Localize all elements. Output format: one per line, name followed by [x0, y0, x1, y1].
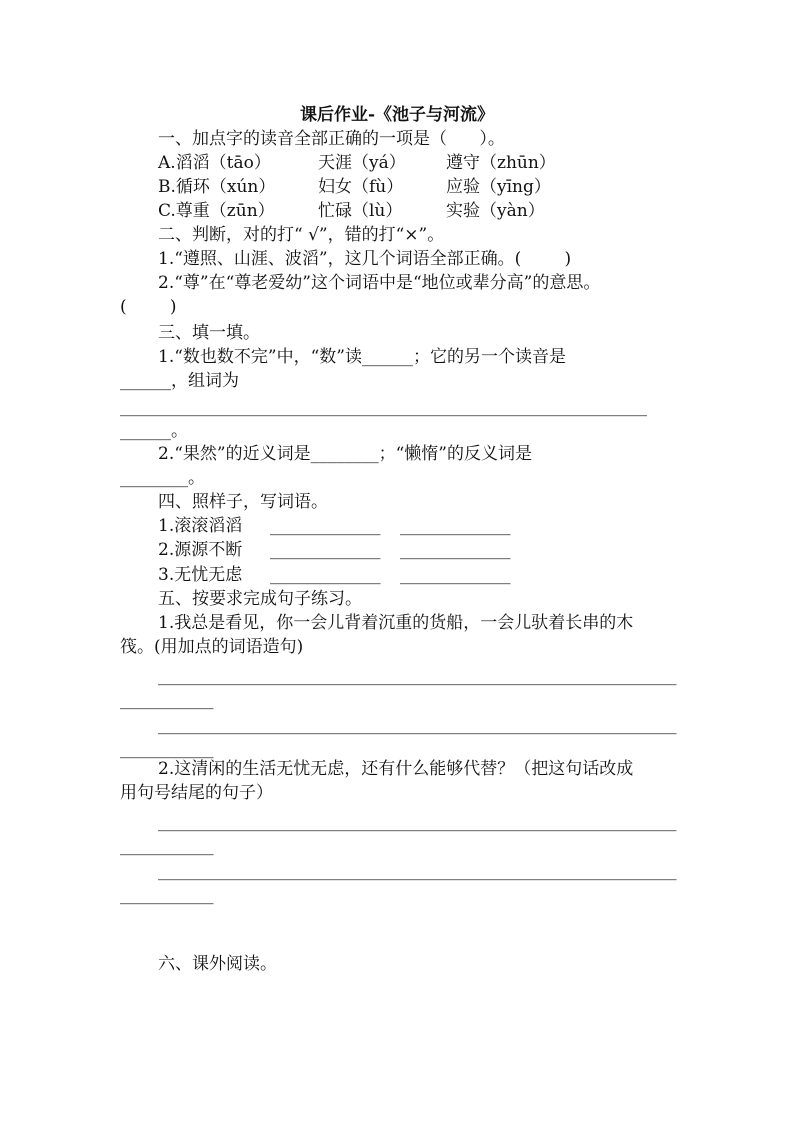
fill-question-2-line-2: ________。	[120, 468, 205, 488]
option-b-word-2: 妇女（fù）	[318, 177, 404, 197]
sentence-question-2-answer-1-end: ___________	[120, 836, 214, 856]
option-a-word-2: 天涯（yá）	[318, 153, 406, 173]
word-pattern-2-label: 2.源源不断	[158, 540, 243, 560]
sentence-question-2-answer-2-end: ___________	[120, 885, 214, 905]
word-pattern-1-blank-2: _____________	[400, 516, 511, 536]
option-c-word-3: 实验（yàn）	[446, 201, 545, 221]
word-pattern-1-label: 1.滚滚滔滔	[158, 516, 243, 536]
sentence-question-2-line-1: 2.这清闲的生活无忧无虑，还有什么能够代替？（把这句话改成	[158, 759, 634, 779]
word-pattern-3-label: 3.无忧无虑	[158, 565, 243, 585]
option-a-word-3: 遵守（zhūn）	[446, 153, 556, 173]
option-b-word-1: B.循环（xún）	[158, 177, 276, 197]
option-c-word-1: C.尊重（zūn）	[158, 201, 275, 221]
option-b-word-3: 应验（yīng）	[446, 177, 551, 197]
option-c-word-2: 忙碌（lù）	[318, 201, 403, 221]
section-3-heading: 三、填一填。	[158, 323, 260, 343]
word-pattern-3-blank-2: _____________	[400, 565, 511, 585]
judge-question-2-line-1: 2.“尊”在“尊老爱幼”这个词语中是“地位或辈分高”的意思。	[158, 273, 601, 293]
fill-question-2-line-1: 2.“果然”的近义词是________；“懒惰”的反义词是	[158, 444, 532, 464]
judge-question-2-line-2: ( )	[120, 297, 177, 317]
fill-question-1-line-1: 1.“数也数不完”中，“数”读______；它的另一个读音是	[158, 347, 566, 367]
section-5-heading: 五、按要求完成句子练习。	[158, 589, 362, 609]
option-a-word-1: A.滔滔（tāo）	[158, 153, 271, 173]
fill-question-1-line-2: ______，组词为	[120, 371, 239, 391]
sentence-question-1-answer-2-end: ___________	[120, 739, 214, 759]
word-pattern-1-blank-1: _____________	[270, 516, 381, 536]
fill-question-1-answer-line: ______________________________________________________________	[120, 397, 647, 417]
judge-question-1: 1.“遵照、山涯、波滔”，这几个词语全部正确。( )	[158, 249, 572, 269]
sentence-question-2-line-2: 用句号结尾的句子）	[120, 783, 273, 803]
section-4-heading: 四、照样子，写词语。	[158, 492, 328, 512]
sentence-question-2-answer-2: _____________________________________________________________	[158, 861, 677, 881]
sentence-question-1-line-2: 筏。(用加点的词语造句)	[120, 637, 304, 657]
sentence-question-1-answer-1: _____________________________________________________________	[158, 666, 677, 686]
section-1-heading: 一、加点字的读音全部正确的一项是（ ）。	[158, 129, 505, 149]
sentence-question-2-answer-1: _____________________________________________________________	[158, 812, 677, 832]
sentence-question-1-answer-2: _____________________________________________________________	[158, 715, 677, 735]
fill-question-1-line-4: ______。	[120, 421, 188, 441]
word-pattern-2-blank-1: _____________	[270, 540, 381, 560]
section-2-heading: 二、判断，对的打“ √”，错的打“×”。	[158, 225, 445, 245]
word-pattern-2-blank-2: _____________	[400, 540, 511, 560]
page-title: 课后作业-《池子与河流》	[299, 105, 495, 125]
sentence-question-1-line-1: 1.我总是看见，你一会儿背着沉重的货船，一会儿驮着长串的木	[158, 613, 634, 633]
section-6-heading: 六、课外阅读。	[158, 954, 277, 974]
word-pattern-3-blank-1: _____________	[270, 565, 381, 585]
sentence-question-1-answer-1-end: ___________	[120, 690, 214, 710]
